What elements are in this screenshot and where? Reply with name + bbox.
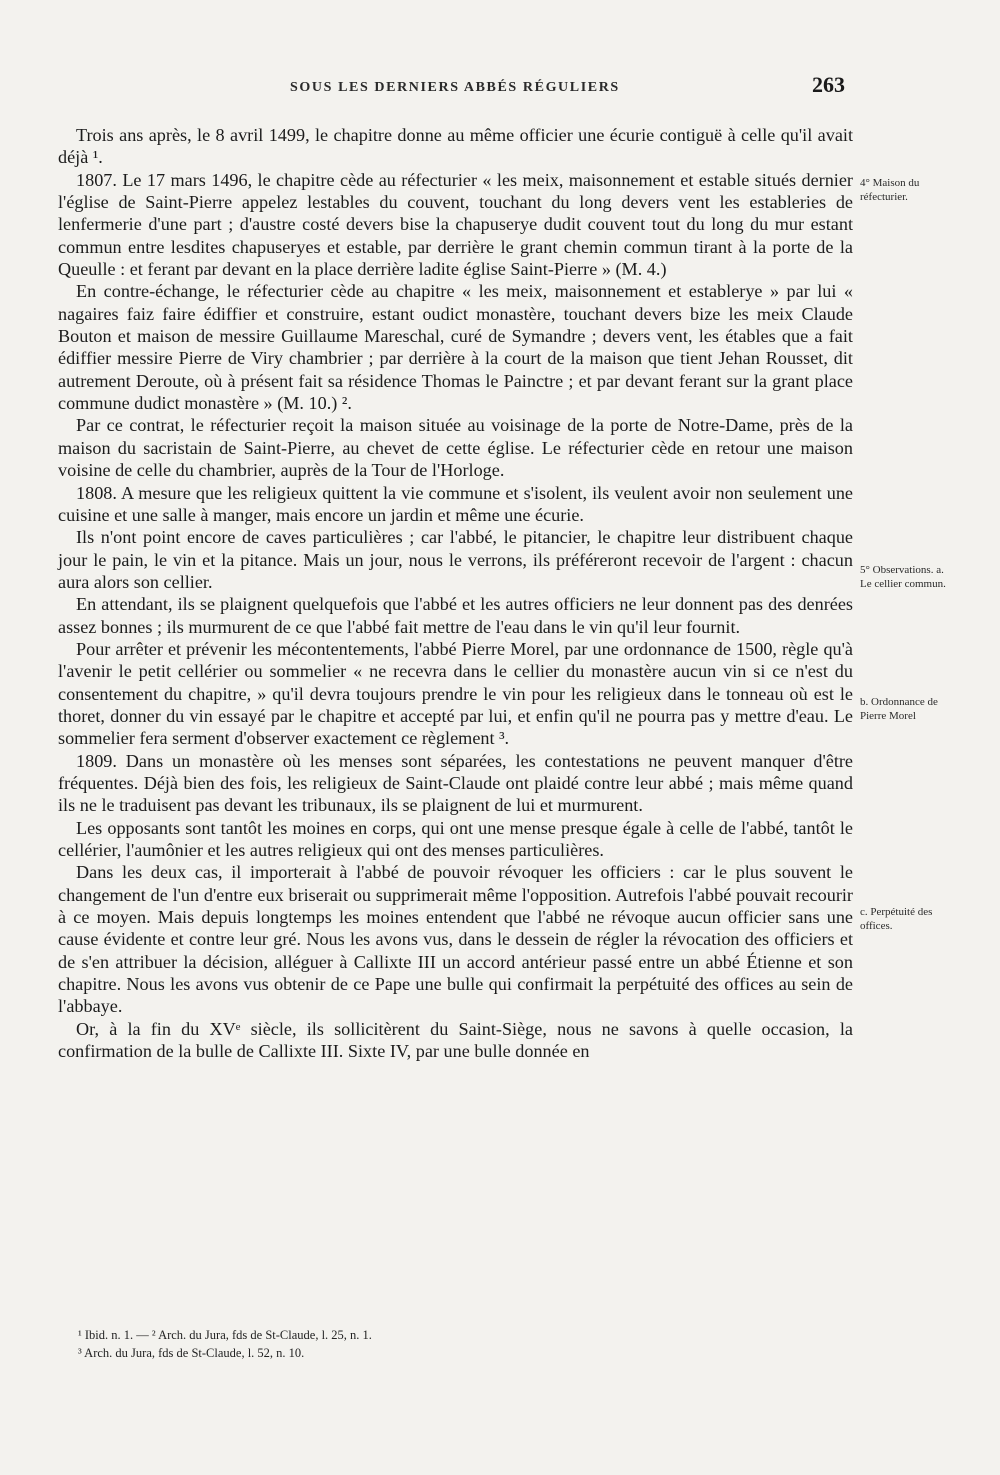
margin-note-maison [860,176,952,204]
paragraph: En attendant, ils se plaignent quelquefois que l'abbé et les autres officiers ne leur donnent pas des denrées assez bonnes ; ils murmurent de ce que l'abbé fait mettre de l'eau dans le vin qu'il leur fournit. [58,594,853,637]
paragraph: 1808. A mesure que les religieux quittent la vie commune et s'isolent, ils veulent avoir non seulement une cuisine et une salle à manger, mais encore un jardin et même une écurie. [58,482,853,525]
margin-note-text: c. Perpétuité des offices. [860,906,933,932]
margin-note-observations [860,563,952,591]
running-head: SOUS LES DERNIERS ABBÉS RÉGULIERS [290,80,620,95]
footnote: ³ Arch. du Jura, fds de St-Claude, l. 52, n. 10. [78,1346,305,1360]
paragraph: Trois ans après, le 8 avril 1499, le chapitre donne au même officier une écurie contiguë à celle qu'il avait déjà ¹. [58,125,853,168]
paragraph: 1807. Le 17 mars 1496, le chapitre cède au réfecturier « les meix, maisonnement et estable situés dernier l'église de Saint-Pierre appelez lestables du couvent, touchant du long devers vent les estableries de lenfermerie d'une part ; d'austre costé devers bise la chapuserye dudit couvent tout du long du mur estant commun entre lesdites chapuseryes et estable, par derrière le grant chemin commun tirant à la porte de la Queulle : et ferant par devant en la place derrière ladite église Saint-Pierre » (M. 4.) [58,169,853,280]
margin-note-text: 5° Observations. a. Le cellier commun. [860,564,946,590]
paragraph: En contre-échange, le réfecturier cède au chapitre « les meix, maisonnement et establerye » par lui « nagaires faiz faire édiffier et construire, estant oudict monastère, touchant devers bize les meix Claude Bouton et maison de messire Guillaume Mareschal, curé de Symandre ; devers vent, les étables que a fait édiffier messire Pierre de Viry chambrier ; par derrière à la court de la maison que tient Jehan Rousset, dit autrement Deroute, où à présent fait sa résidence Thomas le Painctre ; et par devant ferant sur la grant place commune dudict monastère » (M. 10.) ². [58,281,853,414]
paragraph: Pour arrêter et prévenir les mécontentements, l'abbé Pierre Morel, par une ordonnance de 1500, règle qu'à l'avenir le petit cellérier ou sommelier « ne recevra dans le cellier du monastère aucun vin si ce n'est du consentement du chapitre, » qu'il devra toujours prendre le vin pour les religieux dans le tonneau où est le thoret, donner du vin essayé par le chapitre et accepté par lui, et enfin qu'il ne pourra pas y mettre d'eau. Le sommelier fera serment d'observer exactement ce règlement ³. [58,638,853,749]
margin-note-perpetuite [860,905,952,933]
margin-note-text: 4° Maison du réfecturier. [860,177,920,203]
paragraph: Les opposants sont tantôt les moines en corps, qui ont une mense presque égale à celle de l'abbé, tantôt le cellérier, l'aumônier et les autres religieux qui ont des menses particulières. [58,817,853,860]
paragraph: Dans les deux cas, il importerait à l'abbé de pouvoir révoquer les officiers : car le plus souvent le changement de l'un d'entre eux briserait ou supprimerait même l'opposition. Autrefois l'abbé pouvait recourir à ce moyen. Mais depuis longtemps les moines entendent que l'abbé ne révoque aucun officier sans une cause évidente et contre leur gré. Nous les avons vus, dans le dessein de régler la révocation des officiers et de s'en attribuer la décision, alléguer à Callixte III un accord antérieur passé entre un abbé Étienne et son chapitre. Nous les avons vus obtenir de ce Pape une bulle qui confirmait la perpétuité des offices au sein de l'abbaye. [58,862,853,1017]
paragraph: Par ce contrat, le réfecturier reçoit la maison située au voisinage de la porte de Notre-Dame, près de la maison du sacristain de Saint-Pierre, au chevet de cette église. Le réfecturier cède en retour une maison voisine de celle du chambrier, auprès de la Tour de l'Horloge. [58,415,853,481]
page-number: 263 [812,72,845,97]
paragraph: 1809. Dans un monastère où les menses sont séparées, les contestations ne peuvent manquer d'être fréquentes. Déjà bien des fois, les religieux de Saint-Claude ont plaidé contre leur abbé ; mais même quand ils ne le traduisent pas devant les tribunaux, ils se plaignent de lui et murmurent. [58,750,853,816]
body-text [58,124,853,1062]
paragraph: Or, à la fin du XVᵉ siècle, ils sollicitèrent du Saint-Siège, nous ne savons à quelle occasion, la confirmation de la bulle de Callixte III. Sixte IV, par une bulle donnée en [58,1018,853,1062]
margin-note-ordonnance [860,695,952,723]
margin-note-text: b. Ordonnance de Pierre Morel [860,696,938,722]
footnote: ¹ Ibid. n. 1. — ² Arch. du Jura, fds de St-Claude, l. 25, n. 1. [78,1328,372,1342]
footnotes [78,1326,838,1362]
paragraph: Ils n'ont point encore de caves particulières ; car l'abbé, le pitancier, le chapitre leur distribuent chaque jour le pain, le vin et la pitance. Mais un jour, nous le verrons, ils préféreront recevoir de l'argent : chacun aura alors son cellier. [58,527,853,592]
